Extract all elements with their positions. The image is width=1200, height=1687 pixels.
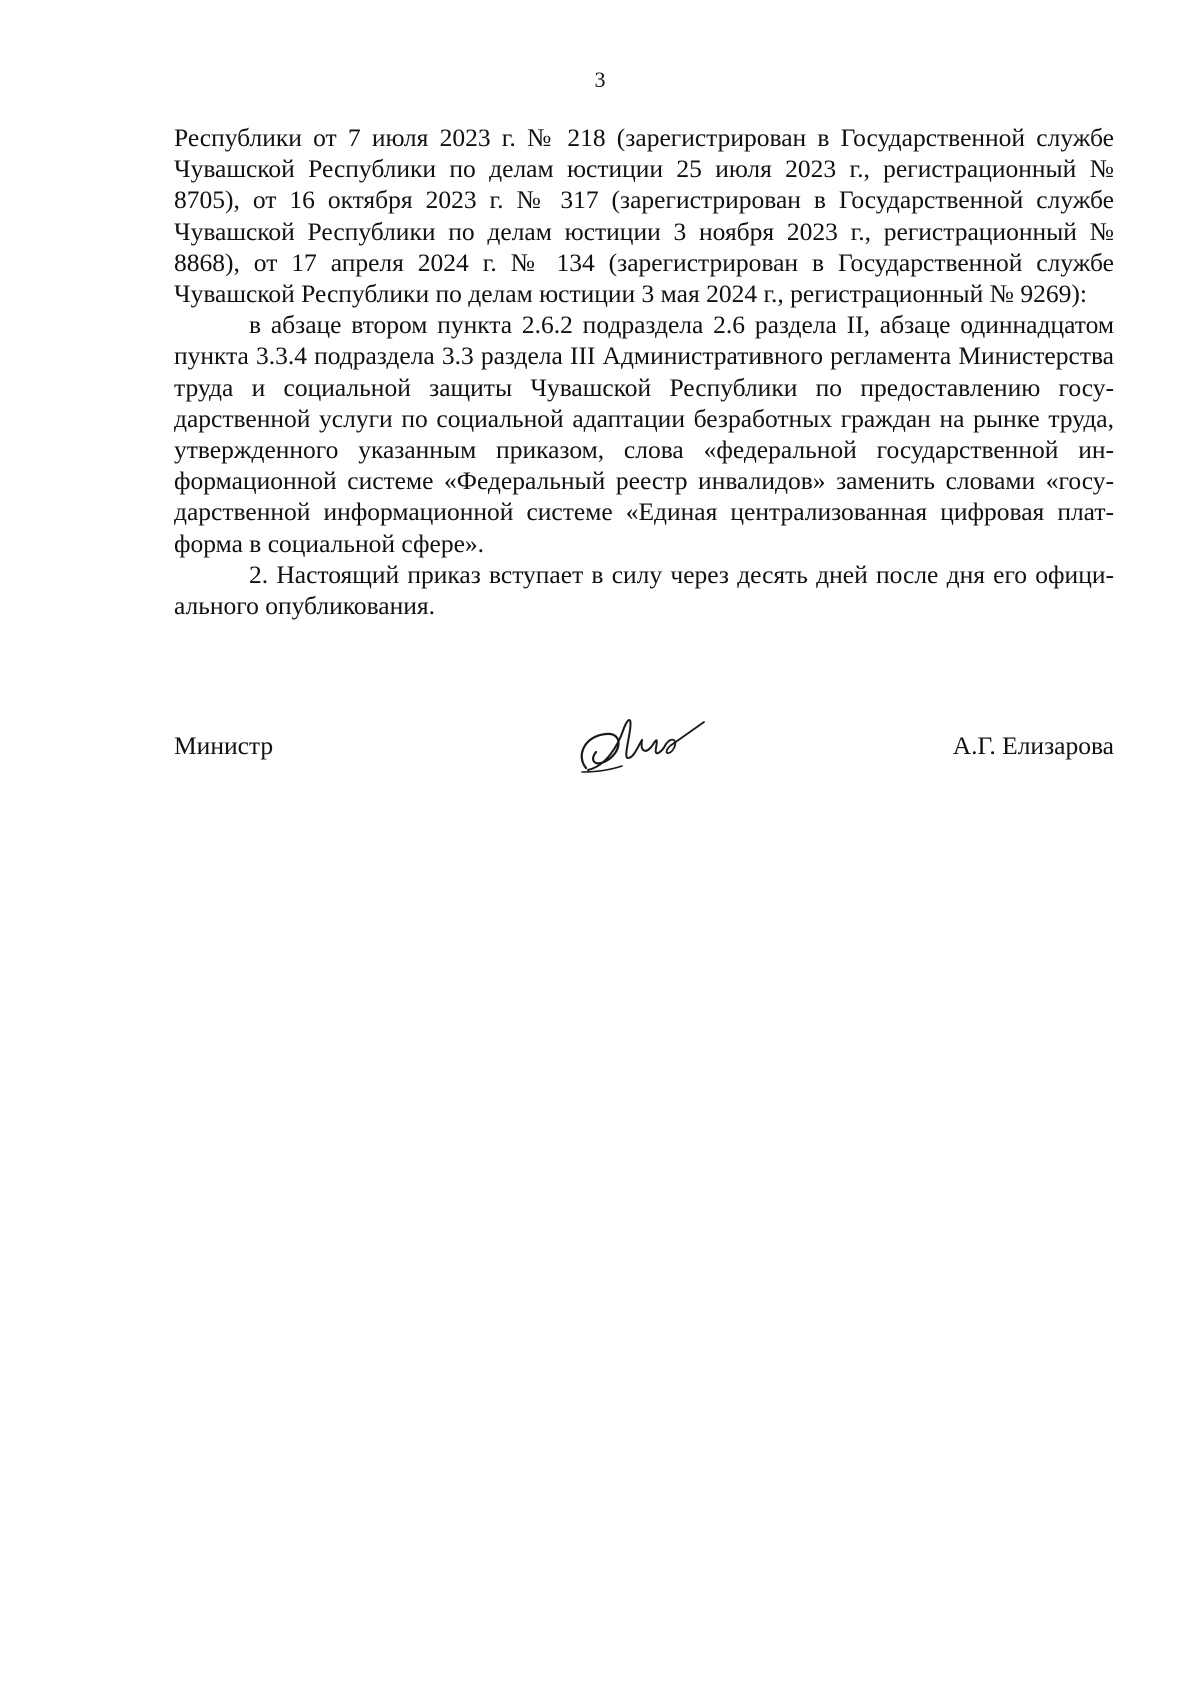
paragraph-regulation-change: в абзаце втором пункта 2.6.2 подраздела 2.6 раздела II, абзаце одиннадцатом пункта 3.3.4 подраздела 3.3 раздела III Административного регламента Министерства труда и социальной защиты Чувашской Республики по предоставлению государственной услуги по социальной адаптации безработных граждан на рынке труда, утвержденного указанным приказом, слова «федеральной государственной информационной системе «Федеральный реестр инвалидов» заменить словами «государственной информационной системе «Единая централизованная цифровая платформа в социальной сфере». [174,310,1114,558]
paragraph-entry-into-force: 2. Настоящий приказ вступает в силу через десять дней после дня его официального опубликования. [174,559,1114,621]
paragraph-amendments-list: Республики от 7 июля 2023 г. № 218 (зарегистрирован в Государственной службе Чувашской Республики по делам юстиции 25 июля 2023 г., регистрационный № 8705), от 16 октября 2023 г. № 317 (зарегистрирован в Государственной службе Чувашской Республики по делам юстиции 3 ноября 2023 г., регистрационный № 8868), от 17 апреля 2024 г. № 134 (зарегистрирован в Государственной службе Чувашской Республики по делам юстиции 3 мая 2024 г., регистрационный № 9269): [174,123,1114,309]
handwritten-signature-icon [566,706,716,786]
document-body [174,122,1114,621]
signatory-title: Министр [174,731,274,760]
signature-block [174,712,1114,792]
page-number: 3 [594,67,606,92]
signatory-name: А.Г. Елизарова [952,731,1114,760]
